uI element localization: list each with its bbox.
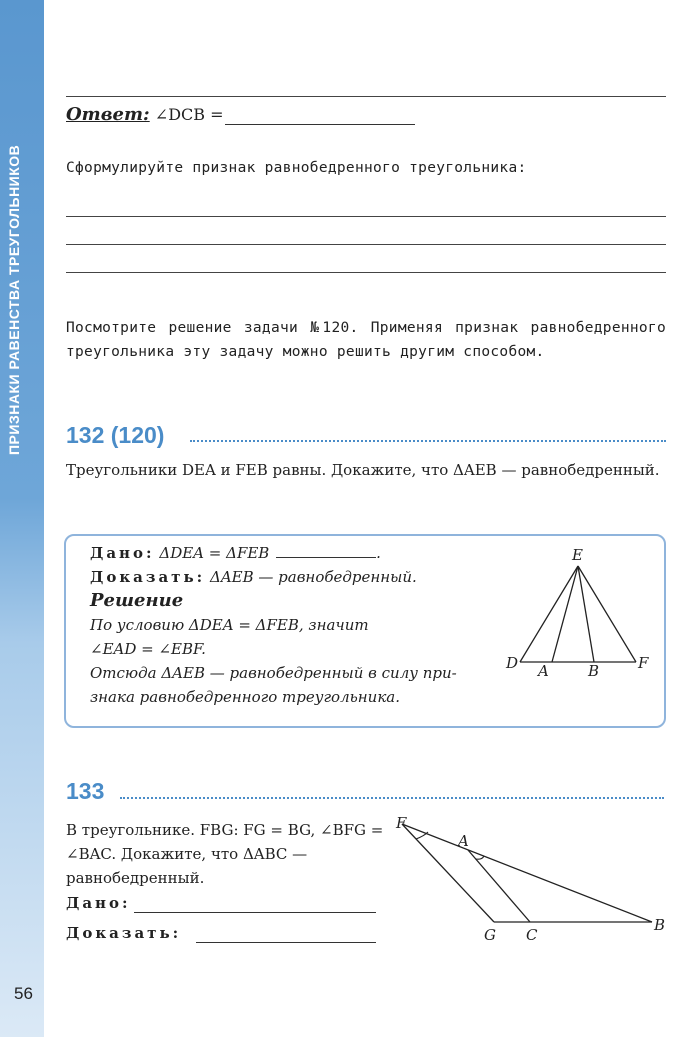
segment-ED: [520, 566, 578, 662]
solution-line-3: Отсюда ΔAEB — равнобедренный в силу при-: [90, 664, 457, 682]
label-B: B: [588, 662, 600, 680]
prove-label: Доказать:: [90, 568, 206, 586]
answer-label: Ответ:: [66, 104, 150, 125]
answer-expression: ∠DCB =: [154, 105, 224, 124]
task-133-prove-blank[interactable]: [196, 942, 376, 943]
task-133-given-blank[interactable]: [134, 912, 376, 913]
solution-line-4: знака равнобедренного треугольника.: [90, 688, 400, 706]
prove-row: [90, 568, 417, 586]
label-B: B: [654, 916, 666, 934]
solution-line-2: ∠EAD = ∠EBF.: [90, 640, 206, 658]
answer-line: [66, 104, 224, 125]
task-133-number: 133: [66, 778, 105, 804]
solution-heading: Решение: [90, 590, 184, 611]
segment-AC: [468, 850, 530, 922]
label-A: A: [458, 832, 469, 850]
writing-line-1[interactable]: [66, 216, 666, 217]
instruction-paragraph: Посмотрите решение задачи №120. Применяя признак равнобедренного треугольника эту задачу можно решить другим способом.: [66, 320, 666, 360]
writing-line-3[interactable]: [66, 272, 666, 273]
writing-line-2[interactable]: [66, 244, 666, 245]
solution-box: [64, 534, 666, 728]
label-F: F: [396, 814, 407, 832]
task-132-dots: [190, 440, 666, 442]
chapter-sidebar: [0, 0, 44, 1037]
label-E: E: [572, 546, 583, 564]
prove-value: ΔAEB — равнобедренный.: [209, 568, 417, 586]
solution-line-1: По условию ΔDEA = ΔFEB, значит: [90, 616, 369, 634]
prompt-isosceles-criterion: Сформулируйте признак равнобедренного треугольника:: [66, 160, 527, 176]
label-C: C: [526, 926, 538, 944]
task-133-text: В треугольнике. FBG: FG = BG, ∠BFG = ∠BAC. Докажите, что ΔABC — равнобедренный.: [66, 821, 384, 887]
task-133-dots: [120, 797, 664, 799]
task-132-number: 132 (120): [66, 422, 165, 448]
answer-blank[interactable]: [225, 124, 415, 125]
top-rule: [66, 96, 666, 97]
angle-mark-F: [416, 832, 428, 839]
segment-EF: [578, 566, 636, 662]
segment-FB: [402, 824, 652, 922]
given-row: Дано: ΔDEA = ΔFEB .: [90, 544, 381, 562]
label-A: A: [538, 662, 549, 680]
given-value: ΔDEA = ΔFEB: [159, 544, 270, 562]
segment-EA: [552, 566, 578, 662]
angle-mark-A: [476, 856, 484, 859]
task-132-text: Треугольники DEA и FEB равны. Докажите, что ΔAEB — равнобедренный.: [66, 461, 660, 479]
label-F: F: [638, 654, 649, 672]
segment-FG: [402, 824, 494, 922]
chapter-title: ПРИЗНАКИ РАВЕНСТВА ТРЕУГОЛЬНИКОВ: [6, 144, 22, 455]
given-label: Дано:: [90, 544, 155, 562]
triangle-figure-132: [502, 542, 662, 682]
task-133-given-label: Дано:: [66, 894, 131, 912]
label-D: D: [506, 654, 519, 672]
page-number: 56: [14, 984, 33, 1003]
label-G: G: [484, 926, 496, 944]
triangle-figure-133: [390, 812, 680, 952]
task-133-prove-label: Доказать:: [66, 924, 182, 942]
